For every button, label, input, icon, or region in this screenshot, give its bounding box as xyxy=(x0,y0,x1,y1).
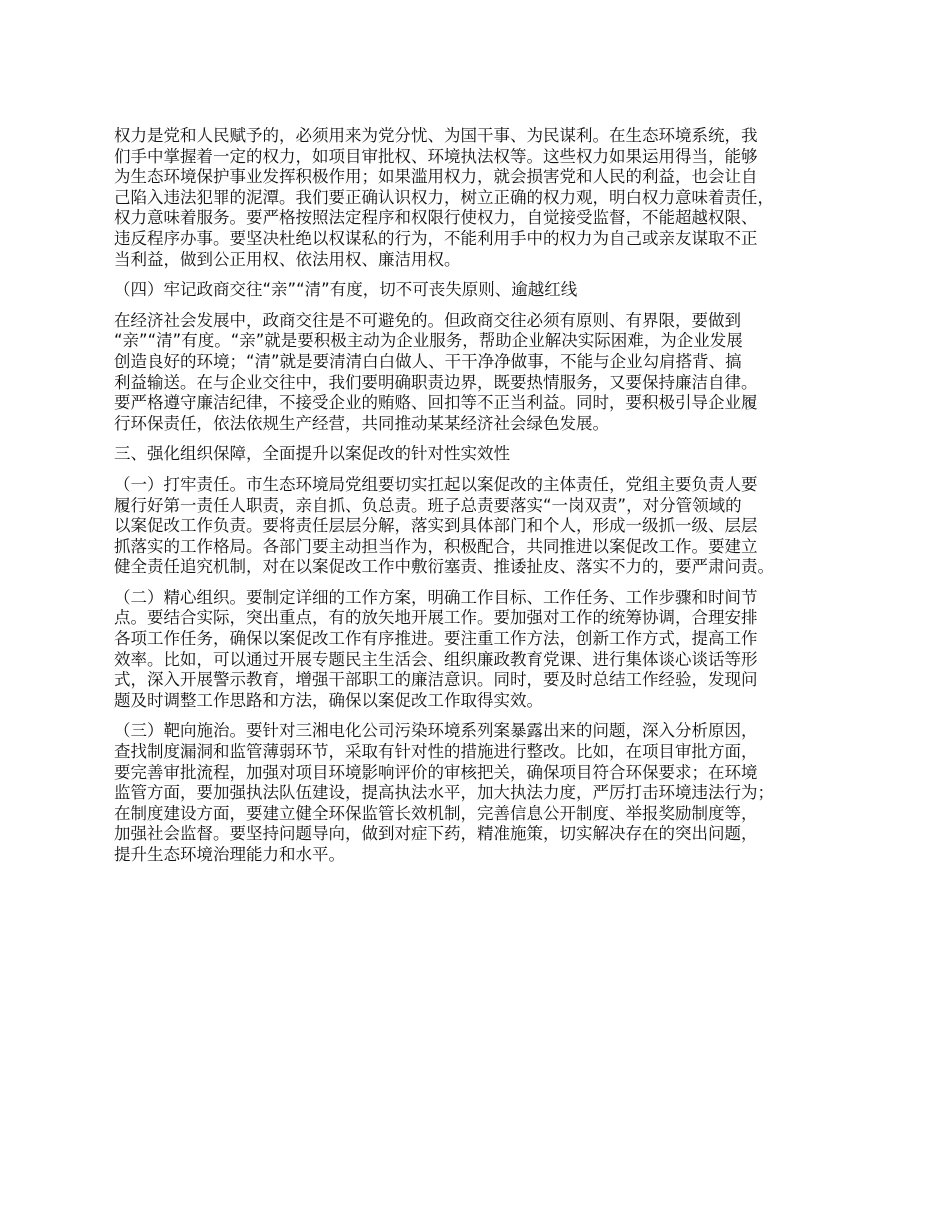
text-line: 违反程序办事。要坚决杜绝以权谋私的行为，不能利用手中的权力为自己或亲友谋取不正 xyxy=(114,228,758,248)
text-line: 创造良好的环境；“清”就是要清清白白做人、干干净净做事，不能与企业勾肩搭背、搞 xyxy=(114,351,742,371)
text-line: 要完善审批流程，加强对项目环境影响评价的审核把关，确保项目符合环保要求；在环境 xyxy=(114,762,758,782)
text-line: 以案促改工作负责。要将责任层层分解，落实到具体部门和个人，形成一级抓一级、层层 xyxy=(114,516,758,536)
targeted-paragraph xyxy=(114,721,860,865)
responsibility-paragraph xyxy=(114,475,860,578)
text-line: （三）靶向施治。要针对三湘电化公司污染环境系列案暴露出来的问题，深入分析原因， xyxy=(114,721,758,741)
text-line: 题及时调整工作思路和方法，确保以案促改工作取得实效。 xyxy=(114,690,543,710)
text-line: 式，深入开展警示教育，增强干部职工的廉洁意识。同时，要及时总结工作经验，发现问 xyxy=(114,670,758,690)
text-line: 效率。比如，可以通过开展专题民主生活会、组织廉政教育党课、进行集体谈心谈话等形 xyxy=(114,649,758,669)
heading-text: 三、强化组织保障，全面提升以案促改的针对性实效性 xyxy=(114,444,510,464)
text-line: 抓落实的工作格局。各部门要主动担当作为，积极配合，共同推进以案促改工作。要建立 xyxy=(114,536,758,556)
text-line: 权力是党和人民赋予的，必须用来为党分忧、为国干事、为民谋利。在生态环境系统，我 xyxy=(114,126,758,145)
document-page xyxy=(114,126,860,876)
text-line: 利益输送。在与企业交往中，我们要明确职责边界，既要热情服务，又要保持廉洁自律。 xyxy=(114,372,758,392)
organization-paragraph xyxy=(114,588,860,712)
heading-text: （四）牢记政商交往“亲”“清”有度，切不可丧失原则、逾越红线 xyxy=(114,280,578,300)
power-paragraph xyxy=(114,126,860,270)
text-line: 履行好第一责任人职责，亲自抓、负总责。班子总责要落实“一岗双责”，对分管领域的 xyxy=(114,495,742,515)
text-line: 健全责任追究机制，对在以案促改工作中敷衍塞责、推诿扯皮、落实不力的，要严肃问责。 xyxy=(114,557,774,577)
text-line: 加强社会监督。要坚持问题导向，做到对症下药，精准施策，切实解决存在的突出问题， xyxy=(114,824,758,844)
text-line: （二）精心组织。要制定详细的工作方案，明确工作目标、工作任务、工作步骤和时间节 xyxy=(114,587,758,607)
text-line: 监管方面，要加强执法队伍建设，提高执法水平，加大执法力度，严厉打击环境违法行为； xyxy=(114,783,774,803)
text-line: 查找制度漏洞和监管薄弱环节，采取有针对性的措施进行整改。比如，在项目审批方面， xyxy=(114,742,758,762)
text-line: （一）打牢责任。市生态环境局党组要切实扛起以案促改的主体责任，党组主要负责人要 xyxy=(114,474,758,494)
text-line: 各项工作任务，确保以案促改工作有序推进。要注重工作方法，创新工作方式，提高工作 xyxy=(114,629,758,649)
text-line: 权力意味着服务。要严格按照法定程序和权限行使权力，自觉接受监督，不能超越权限、 xyxy=(114,208,758,228)
text-line: 点。要结合实际，突出重点，有的放矢地开展工作。要加强对工作的统筹协调，合理安排 xyxy=(114,608,758,628)
section-heading-4 xyxy=(114,280,860,301)
text-line: 己陷入违法犯罪的泥潭。我们要正确认识权力，树立正确的权力观，明白权力意味着责任， xyxy=(114,187,774,207)
text-line: 们手中掌握着一定的权力，如项目审批权、环境执法权等。这些权力如果运用得当，能够 xyxy=(114,146,758,166)
text-line: 在制度建设方面，要建立健全环保监管长效机制，完善信息公开制度、举报奖励制度等， xyxy=(114,803,758,823)
text-line: 为生态环境保护事业发挥积极作用；如果滥用权力，就会损害党和人民的利益，也会让自 xyxy=(114,167,758,187)
text-line: 行环保责任，依法依规生产经营，共同推动某某经济社会绿色发展。 xyxy=(114,413,609,433)
text-line: “亲”“清”有度。“亲”就是要积极主动为企业服务，帮助企业解决实际困难，为企业发展 xyxy=(114,331,743,351)
text-line: 要严格遵守廉洁纪律，不接受企业的贿赂、回扣等不正当利益。同时，要积极引导企业履 xyxy=(114,393,758,413)
business-paragraph xyxy=(114,311,860,435)
text-line: 当利益，做到公正用权、依法用权、廉洁用权。 xyxy=(114,249,461,269)
section-heading-3 xyxy=(114,444,860,465)
text-line: 在经济社会发展中，政商交往是不可避免的。但政商交往必须有原则、有界限，要做到 xyxy=(114,310,741,330)
text-line: 提升生态环境治理能力和水平。 xyxy=(114,845,345,864)
